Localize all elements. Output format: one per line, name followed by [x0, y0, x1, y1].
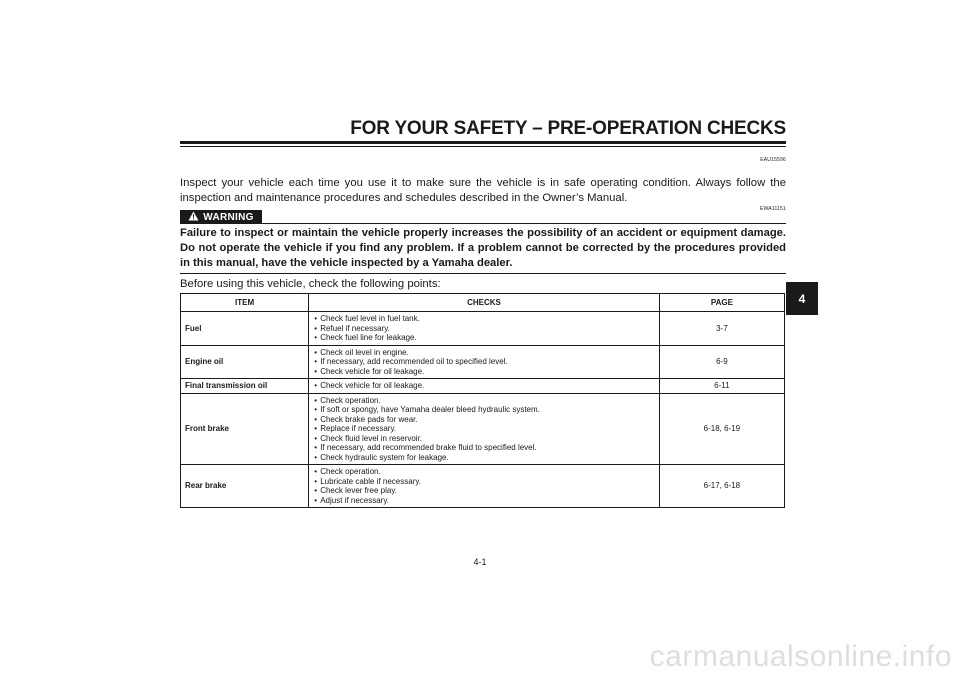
section-tab: 4	[786, 282, 818, 315]
check-list-item: • Check hydraulic system for leakage.	[314, 453, 655, 463]
checks-list	[314, 467, 655, 505]
warning-text: Failure to inspect or maintain the vehicle properly increases the possibility of an accident or equipment damage. Do not operate the vehicle if you find any problem. If a problem cannot be corrected by the procedures provided in this manual, have the vehicle inspected by a Yamaha dealer.	[180, 227, 786, 269]
page-ref-cell: 3-7	[659, 312, 784, 346]
warning-reference-code: EWA11151	[760, 206, 786, 212]
check-list-item: • Check brake pads for wear.	[314, 415, 655, 425]
title-rule-thin	[180, 146, 786, 147]
check-list-item: • Check operation.	[314, 396, 655, 406]
check-list-item: • Check vehicle for oil leakage.	[314, 367, 655, 377]
header-checks: CHECKS	[309, 294, 660, 312]
warning-bottom-rule	[180, 273, 786, 274]
page-ref-cell: 6-9	[659, 345, 784, 379]
header-item: ITEM	[181, 294, 309, 312]
checks-cell	[309, 312, 660, 346]
checks-cell	[309, 465, 660, 508]
page-ref-cell: 6-17, 6-18	[659, 465, 784, 508]
check-list-item: • Check fuel line for leakage.	[314, 333, 655, 343]
item-cell: Engine oil	[181, 345, 309, 379]
page-ref-cell: 6-18, 6-19	[659, 393, 784, 465]
check-list-item: • Check operation.	[314, 467, 655, 477]
header-page: PAGE	[659, 294, 784, 312]
check-list-item: • Lubricate cable if necessary.	[314, 477, 655, 487]
checks-cell	[309, 345, 660, 379]
pre-operation-checks-table	[180, 293, 785, 508]
checklist-lead: Before using this vehicle, check the following points:	[180, 278, 441, 290]
warning-badge	[180, 210, 262, 224]
checks-cell	[309, 393, 660, 465]
table-header-row	[181, 294, 785, 312]
table-row	[181, 465, 785, 508]
table-row	[181, 393, 785, 465]
watermark: carmanualsonline.info	[649, 640, 952, 673]
item-cell: Front brake	[181, 393, 309, 465]
item-cell: Final transmission oil	[181, 379, 309, 394]
check-list-item: • Check fuel level in fuel tank.	[314, 314, 655, 324]
page-number: 4-1	[473, 557, 487, 567]
intro-reference-code: EAU15596	[760, 157, 786, 163]
intro-paragraph: Inspect your vehicle each time you use it to make sure the vehicle is in safe operating condition. Always follow the inspection and maintenance procedures and schedules described in the Owner’s Manual.	[180, 177, 786, 204]
table-row	[181, 379, 785, 394]
checks-list	[314, 348, 655, 377]
title-rule	[180, 141, 786, 144]
item-cell: Rear brake	[181, 465, 309, 508]
table-row	[181, 345, 785, 379]
checks-list	[314, 314, 655, 343]
check-list-item: • If necessary, add recommended oil to specified level.	[314, 357, 655, 367]
check-list-item: • Check fluid level in reservoir.	[314, 434, 655, 444]
check-list-item: • If necessary, add recommended brake fluid to specified level.	[314, 443, 655, 453]
check-list-item: • Replace if necessary.	[314, 424, 655, 434]
warning-top-rule	[262, 223, 786, 224]
page-title: FOR YOUR SAFETY – PRE-OPERATION CHECKS	[350, 118, 786, 139]
warning-triangle-icon	[188, 211, 199, 224]
check-list-item: • Refuel if necessary.	[314, 324, 655, 334]
table-row	[181, 312, 785, 346]
item-cell: Fuel	[181, 312, 309, 346]
check-list-item: • Check vehicle for oil leakage.	[314, 381, 655, 391]
check-list-item: • Check lever free play.	[314, 486, 655, 496]
checks-list	[314, 381, 655, 391]
check-list-item: • If soft or spongy, have Yamaha dealer bleed hydraulic system.	[314, 405, 655, 415]
check-list-item: • Check oil level in engine.	[314, 348, 655, 358]
warning-label: WARNING	[203, 211, 254, 223]
page-ref-cell: 6-11	[659, 379, 784, 394]
checks-cell	[309, 379, 660, 394]
check-list-item: • Adjust if necessary.	[314, 496, 655, 506]
checks-list	[314, 396, 655, 463]
